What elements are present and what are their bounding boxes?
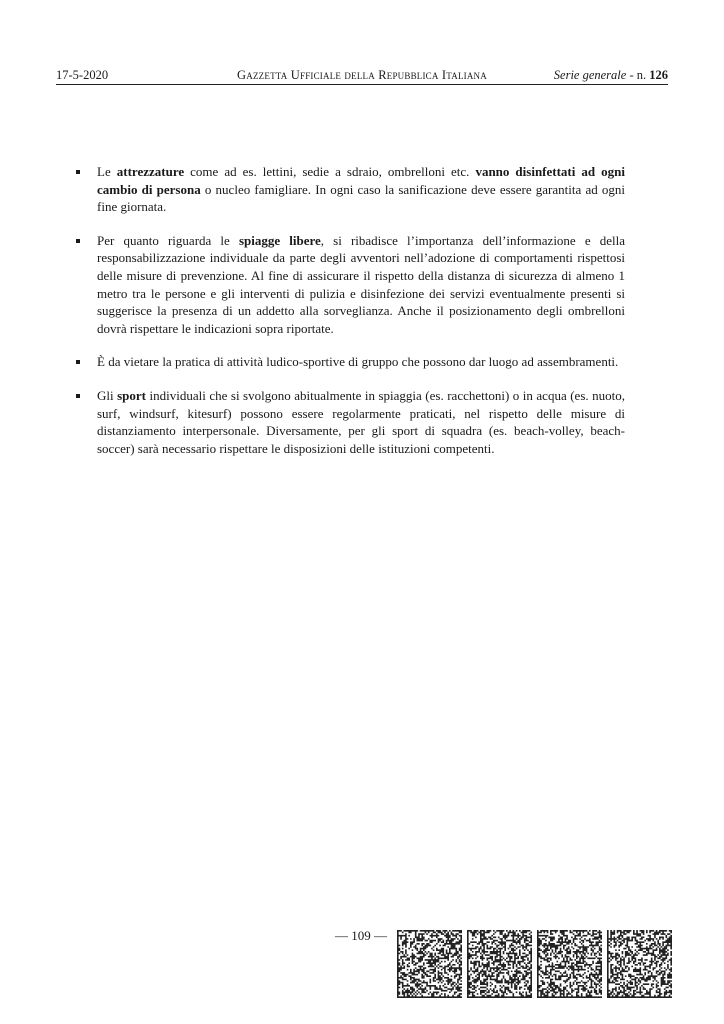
bullet-icon <box>76 394 80 398</box>
item-bold: vanno disinfettati ad ogni cambio di persona <box>97 164 625 197</box>
datamatrix-code-icon <box>467 930 532 998</box>
item-bold: sport <box>117 387 147 403</box>
item-bold: spiagge libere <box>238 232 321 248</box>
document-body <box>97 163 625 473</box>
item-text: come ad es. lettini, sedie a sdraio, ombrelloni etc. <box>184 164 476 179</box>
bullet-icon <box>76 239 80 243</box>
item-text: È da vietare la pratica di attività ludico-sportive di gruppo che possono dar luogo ad assembramenti. <box>97 354 619 370</box>
item-text: Le <box>97 164 117 179</box>
item-text: , si ribadisce l’importanza dell’informazione e della responsabilizzazione individuale da parte degli avventori nell’adozione di comportamenti rispettosi delle misure di prevenzione. Al fine di assicurare il rispetto della distanza di sicurezza di almeno 1 metro tra le persone e gli interventi di pulizia e disinfezione dei servizi eventualmente presenti si suggerisce la presenza di un addetto alla sorveglianza. Anche il posizionamento degli ombrelloni dovrà rispettare le indicazioni sopra riportate. <box>97 232 626 336</box>
list-item-spiagge-libere <box>97 232 625 338</box>
datamatrix-code-icon <box>397 930 462 998</box>
datamatrix-code-icon <box>607 930 672 998</box>
bullet-icon <box>76 360 80 364</box>
header-gazette-title: Gazzetta Ufficiale della Repubblica Italiana <box>237 68 487 82</box>
item-text: individuali che si svolgono abitualmente in spiaggia (es. racchettoni) o in acqua (es. nuoto, surf, windsurf, kitesurf) possono essere regolarmente praticati, nel rispetto delle misure di distanziamento interpersonale. Diversamente, per gli sport di squadra (es. beach-volley, beach-soccer) sarà necessario rispettare le disposizioni delle istituzioni competenti. <box>97 387 625 456</box>
header-date: 17-5-2020 <box>56 68 109 82</box>
list-item-attrezzature <box>97 163 625 216</box>
header-serie <box>554 66 668 84</box>
item-text: Per quanto riguarda le <box>97 232 239 248</box>
page-header <box>56 66 668 85</box>
serie-label: Serie generale <box>553 68 627 82</box>
serie-separator: - n. <box>626 68 650 82</box>
serie-number: 126 <box>649 68 668 82</box>
item-bold: attrezzature <box>116 164 185 179</box>
datamatrix-code-icon <box>537 930 602 998</box>
item-text: Gli <box>97 387 118 403</box>
list-item-sport <box>97 387 625 457</box>
bullet-icon <box>76 170 80 174</box>
page-number: — 109 — <box>335 928 387 943</box>
item-text: o nucleo famigliare. In ogni caso la sanificazione deve essere garantita ad ogni fine giornata. <box>97 181 625 215</box>
list-item-ludico-sportive <box>97 353 625 371</box>
